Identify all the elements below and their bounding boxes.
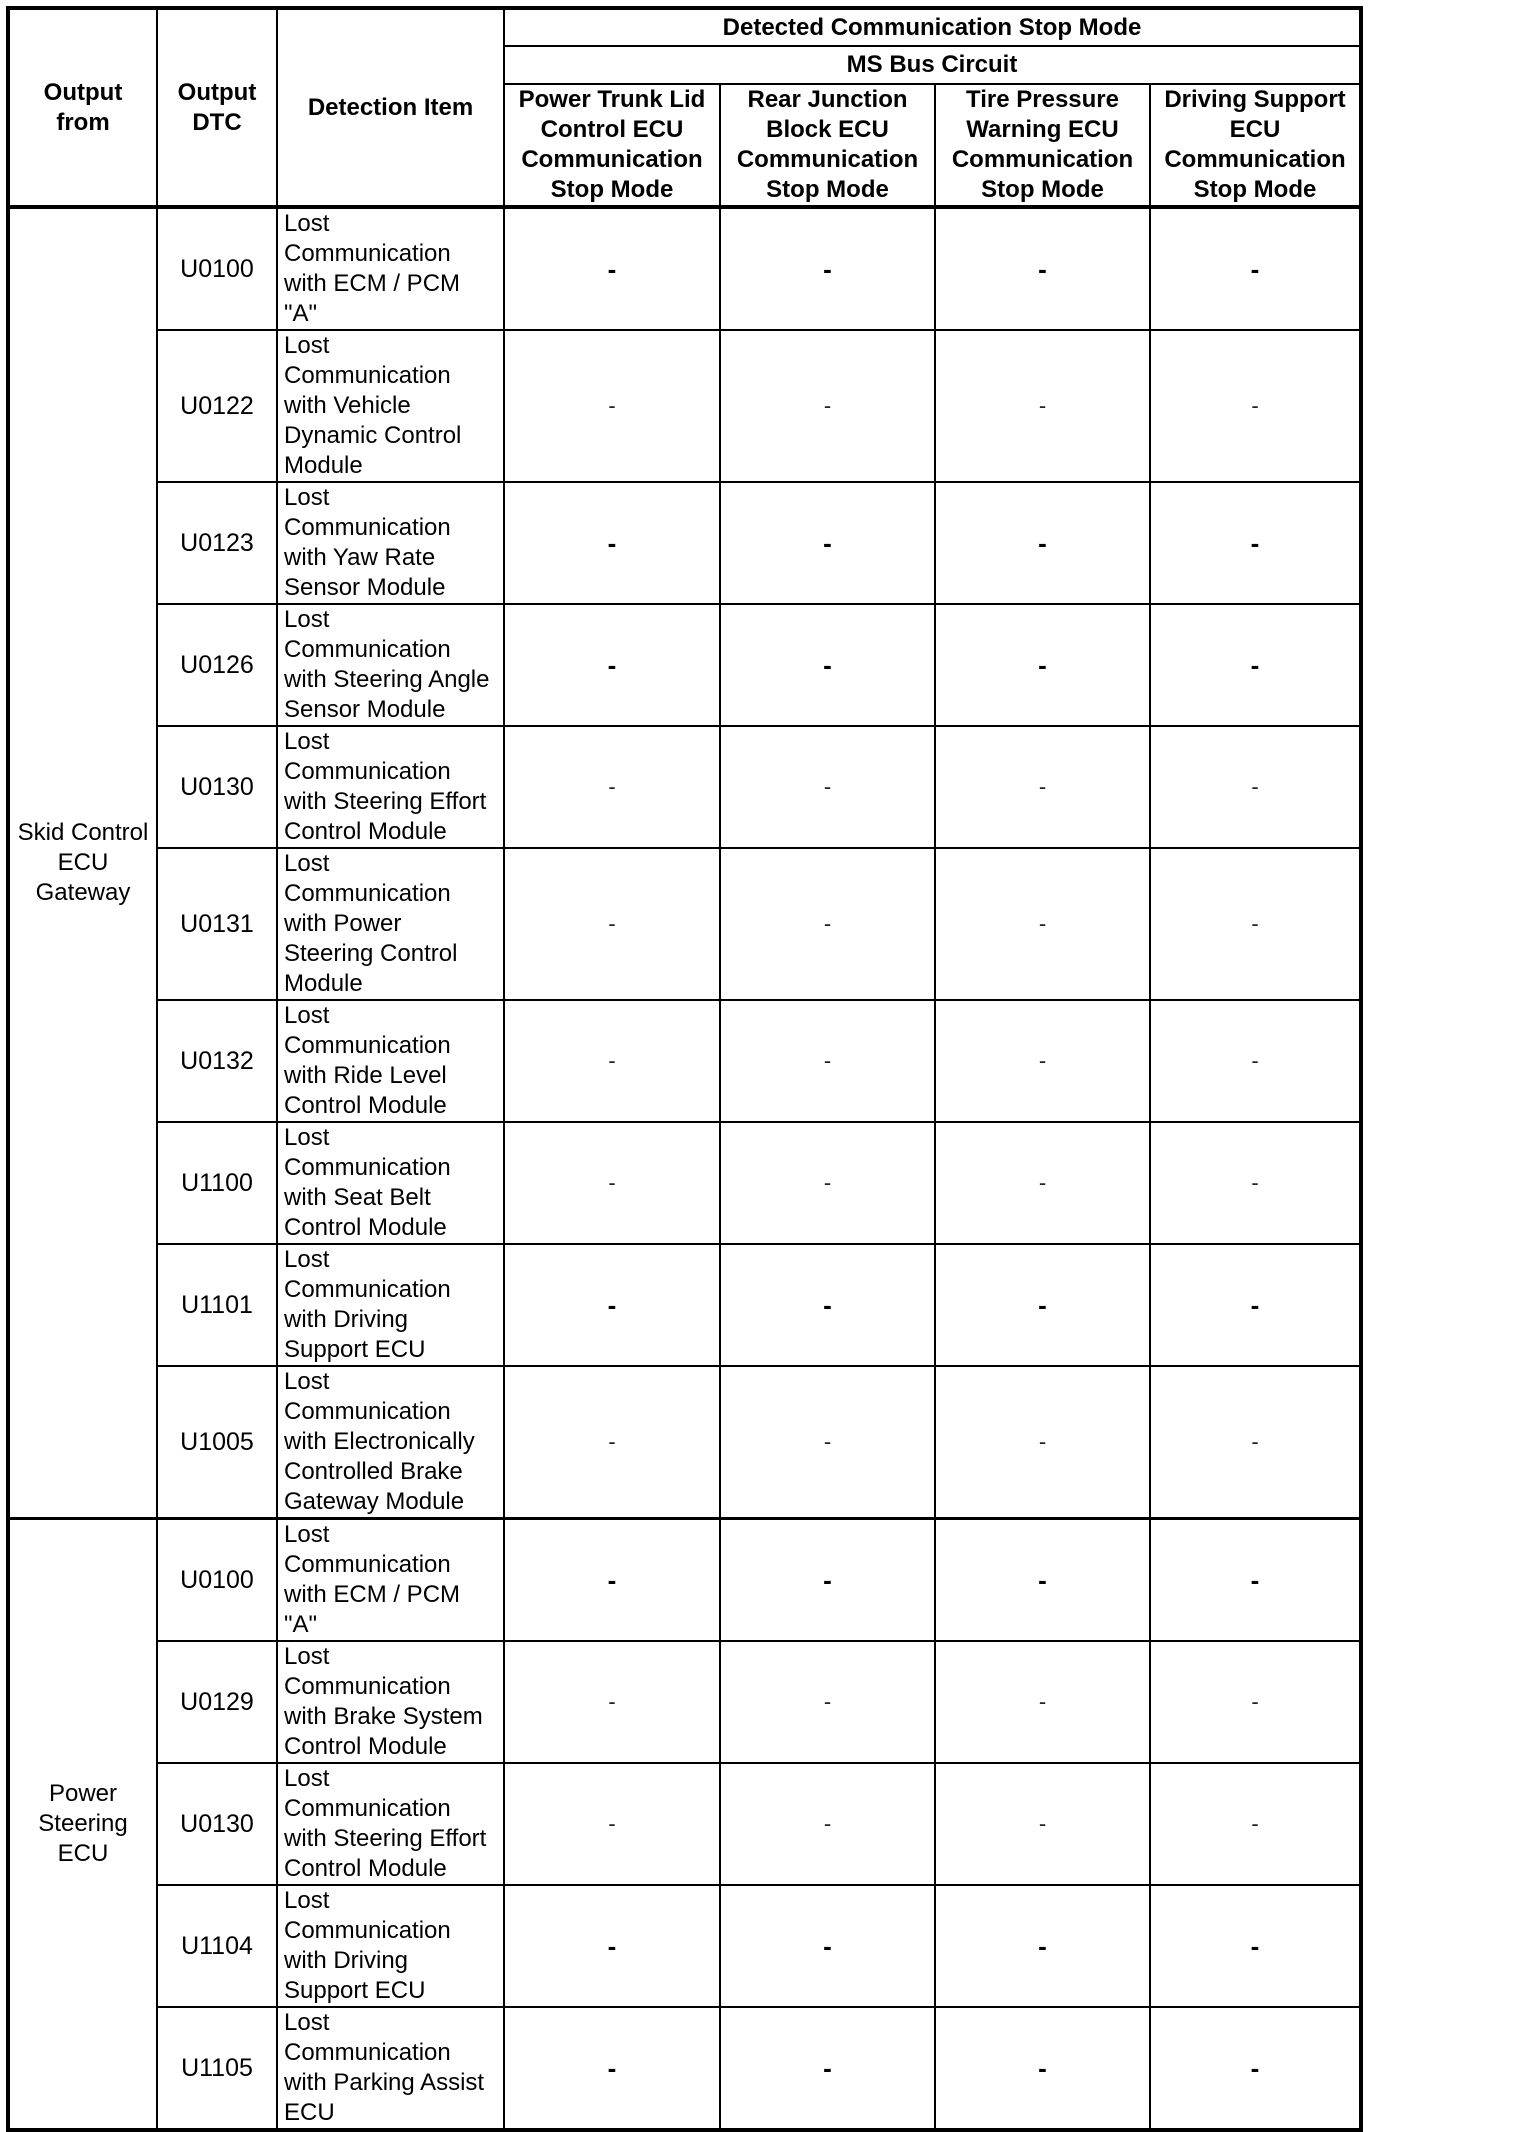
mode-mark-cell: - <box>720 1244 935 1366</box>
header-row-1 <box>8 8 1361 46</box>
detection-item-cell: Lost Communication with Driving Support ECU <box>277 1885 504 2007</box>
mode-mark-cell: - <box>1150 1763 1361 1885</box>
table-row <box>8 482 1361 604</box>
header-mode-rear-junction: Rear Junction Block ECU Communication Stop Mode <box>720 84 935 207</box>
table-row <box>8 1366 1361 1519</box>
dtc-cell: U0126 <box>157 604 277 726</box>
mode-mark-cell: - <box>504 1641 720 1763</box>
detection-item-cell: Lost Communication with ECM / PCM "A" <box>277 1519 504 1642</box>
dtc-cell: U0123 <box>157 482 277 604</box>
dtc-cell: U1005 <box>157 1366 277 1519</box>
mode-mark-cell: - <box>720 1641 935 1763</box>
mode-mark-cell: - <box>935 482 1150 604</box>
dtc-cell: U1100 <box>157 1122 277 1244</box>
header-mode-tire-pressure: Tire Pressure Warning ECU Communication Stop Mode <box>935 84 1150 207</box>
table-body <box>8 207 1361 2130</box>
dtc-cell: U0129 <box>157 1641 277 1763</box>
mode-mark-cell: - <box>504 848 720 1000</box>
mode-mark-cell: - <box>1150 2007 1361 2130</box>
mode-mark-cell: - <box>1150 330 1361 482</box>
detection-item-cell: Lost Communication with Parking Assist ECU <box>277 2007 504 2130</box>
dtc-cell: U0122 <box>157 330 277 482</box>
mode-mark-cell: - <box>720 207 935 330</box>
mode-mark-cell: - <box>1150 1122 1361 1244</box>
mode-mark-cell: - <box>935 2007 1150 2130</box>
mode-mark-cell: - <box>1150 482 1361 604</box>
mode-mark-cell: - <box>504 482 720 604</box>
mode-mark-cell: - <box>935 1244 1150 1366</box>
mode-mark-cell: - <box>1150 604 1361 726</box>
detection-item-cell: Lost Communication with Yaw Rate Sensor Module <box>277 482 504 604</box>
mode-mark-cell: - <box>720 604 935 726</box>
mode-mark-cell: - <box>1150 1000 1361 1122</box>
dtc-cell: U0100 <box>157 207 277 330</box>
mode-mark-cell: - <box>720 1366 935 1519</box>
mode-mark-cell: - <box>1150 207 1361 330</box>
mode-mark-cell: - <box>720 1763 935 1885</box>
dtc-table <box>6 6 1363 2132</box>
mode-mark-cell: - <box>1150 1519 1361 1642</box>
dtc-cell: U0130 <box>157 726 277 848</box>
mode-mark-cell: - <box>935 1885 1150 2007</box>
mode-mark-cell: - <box>935 1641 1150 1763</box>
detection-item-cell: Lost Communication with Driving Support ECU <box>277 1244 504 1366</box>
mode-mark-cell: - <box>504 1519 720 1642</box>
table-row <box>8 2007 1361 2130</box>
header-mode-power-trunk: Power Trunk Lid Control ECU Communication Stop Mode <box>504 84 720 207</box>
mode-mark-cell: - <box>1150 726 1361 848</box>
mode-mark-cell: - <box>504 330 720 482</box>
dtc-cell: U0100 <box>157 1519 277 1642</box>
table-row <box>8 726 1361 848</box>
mode-mark-cell: - <box>935 848 1150 1000</box>
dtc-cell: U1105 <box>157 2007 277 2130</box>
detection-item-cell: Lost Communication with ECM / PCM "A" <box>277 207 504 330</box>
mode-mark-cell: - <box>720 482 935 604</box>
mode-mark-cell: - <box>935 604 1150 726</box>
table-row <box>8 1122 1361 1244</box>
header-output-dtc: Output DTC <box>157 8 277 207</box>
table-row <box>8 207 1361 330</box>
dtc-cell: U0130 <box>157 1763 277 1885</box>
table-row <box>8 1519 1361 1642</box>
mode-mark-cell: - <box>935 207 1150 330</box>
detection-item-cell: Lost Communication with Seat Belt Control Module <box>277 1122 504 1244</box>
mode-mark-cell: - <box>504 1366 720 1519</box>
table-row <box>8 1244 1361 1366</box>
header-output-from: Output from <box>8 8 157 207</box>
mode-mark-cell: - <box>720 726 935 848</box>
table-row <box>8 1000 1361 1122</box>
mode-mark-cell: - <box>935 330 1150 482</box>
mode-mark-cell: - <box>504 1885 720 2007</box>
mode-mark-cell: - <box>504 1244 720 1366</box>
mode-mark-cell: - <box>504 2007 720 2130</box>
mode-mark-cell: - <box>935 1122 1150 1244</box>
table-row <box>8 848 1361 1000</box>
detection-item-cell: Lost Communication with Steering Angle Sensor Module <box>277 604 504 726</box>
mode-mark-cell: - <box>504 726 720 848</box>
detection-item-cell: Lost Communication with Brake System Control Module <box>277 1641 504 1763</box>
table-row <box>8 1885 1361 2007</box>
dtc-cell: U1101 <box>157 1244 277 1366</box>
mode-mark-cell: - <box>720 848 935 1000</box>
mode-mark-cell: - <box>720 330 935 482</box>
mode-mark-cell: - <box>1150 1641 1361 1763</box>
table-row <box>8 1641 1361 1763</box>
mode-mark-cell: - <box>720 1122 935 1244</box>
detection-item-cell: Lost Communication with Ride Level Control Module <box>277 1000 504 1122</box>
mode-mark-cell: - <box>720 1519 935 1642</box>
mode-mark-cell: - <box>935 1366 1150 1519</box>
header-detected-mode: Detected Communication Stop Mode <box>504 8 1361 46</box>
header-mode-driving-support: Driving Support ECU Communication Stop Mode <box>1150 84 1361 207</box>
dtc-cell: U1104 <box>157 1885 277 2007</box>
mode-mark-cell: - <box>935 1763 1150 1885</box>
detection-item-cell: Lost Communication with Steering Effort Control Module <box>277 1763 504 1885</box>
detection-item-cell: Lost Communication with Steering Effort Control Module <box>277 726 504 848</box>
mode-mark-cell: - <box>1150 1885 1361 2007</box>
table-row <box>8 604 1361 726</box>
mode-mark-cell: - <box>504 1122 720 1244</box>
document-area <box>6 6 1363 2132</box>
mode-mark-cell: - <box>1150 848 1361 1000</box>
dtc-cell: U0132 <box>157 1000 277 1122</box>
table-row <box>8 330 1361 482</box>
mode-mark-cell: - <box>720 1000 935 1122</box>
dtc-cell: U0131 <box>157 848 277 1000</box>
mode-mark-cell: - <box>504 207 720 330</box>
header-detection-item: Detection Item <box>277 8 504 207</box>
mode-mark-cell: - <box>935 726 1150 848</box>
output-from-cell: Power Steering ECU <box>8 1519 157 2131</box>
mode-mark-cell: - <box>504 1000 720 1122</box>
table-row <box>8 1763 1361 1885</box>
detection-item-cell: Lost Communication with Power Steering Control Module <box>277 848 504 1000</box>
mode-mark-cell: - <box>720 1885 935 2007</box>
output-from-cell: Skid Control ECU Gateway <box>8 207 157 1519</box>
mode-mark-cell: - <box>935 1519 1150 1642</box>
mode-mark-cell: - <box>1150 1366 1361 1519</box>
mode-mark-cell: - <box>1150 1244 1361 1366</box>
detection-item-cell: Lost Communication with Electronically Controlled Brake Gateway Module <box>277 1366 504 1519</box>
mode-mark-cell: - <box>504 604 720 726</box>
mode-mark-cell: - <box>935 1000 1150 1122</box>
mode-mark-cell: - <box>504 1763 720 1885</box>
header-bus-circuit: MS Bus Circuit <box>504 46 1361 84</box>
mode-mark-cell: - <box>720 2007 935 2130</box>
detection-item-cell: Lost Communication with Vehicle Dynamic Control Module <box>277 330 504 482</box>
